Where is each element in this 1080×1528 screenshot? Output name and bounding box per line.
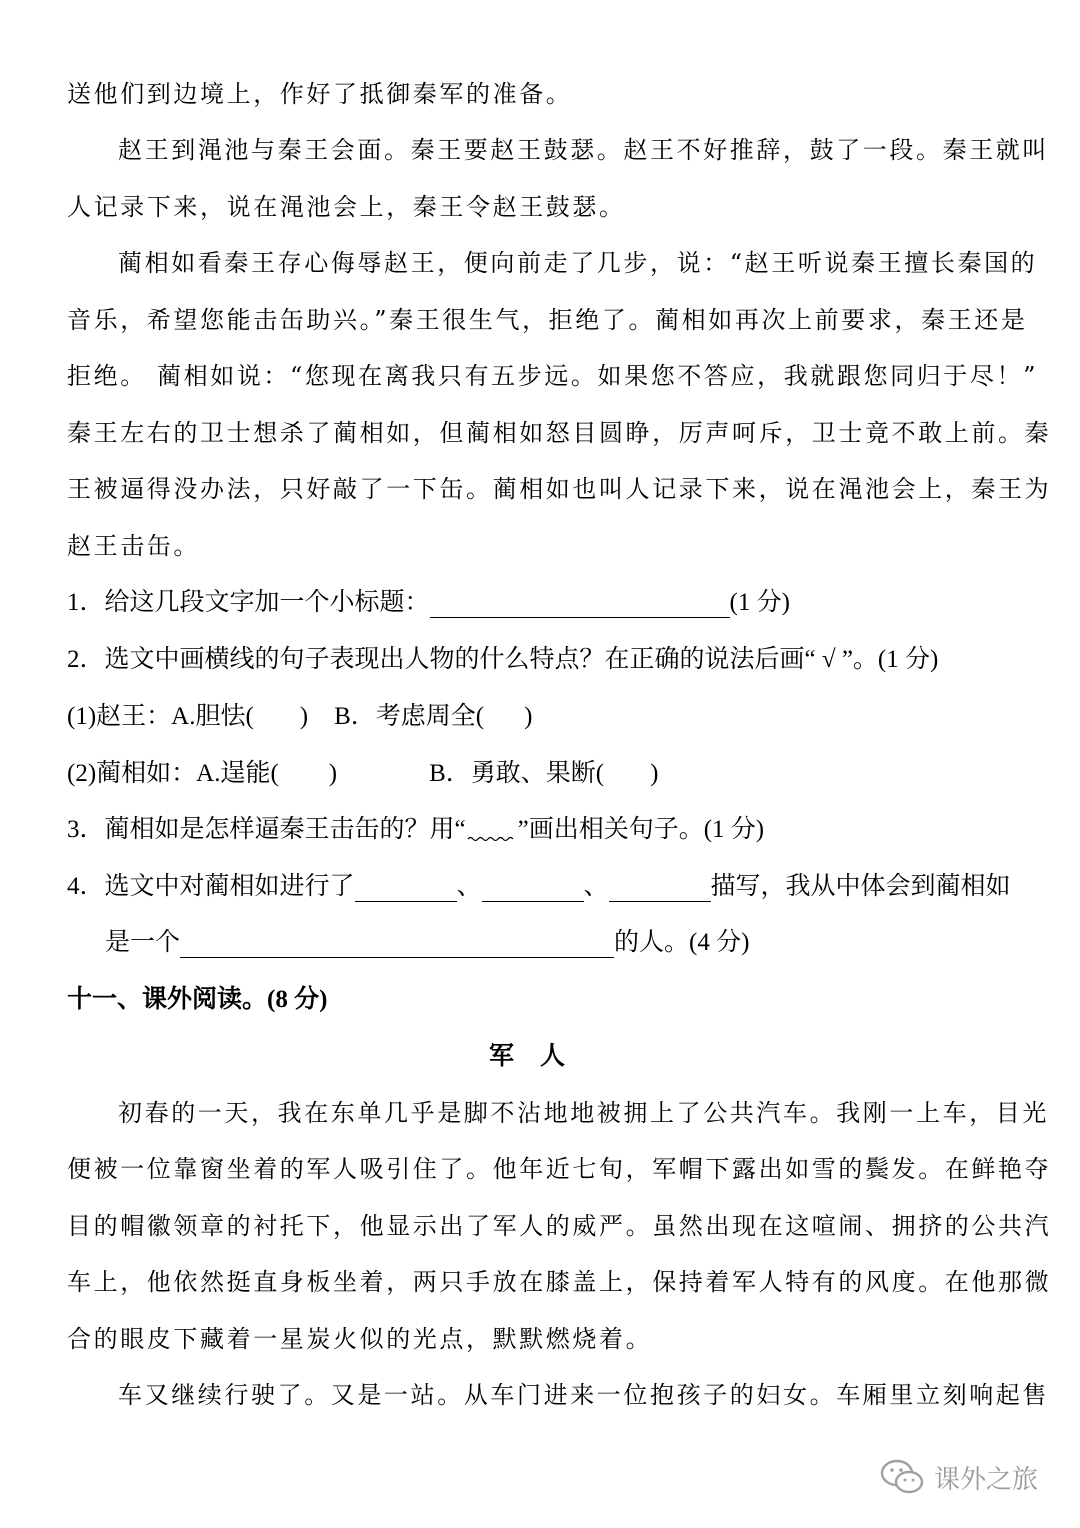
question-2-2-close-b: ) bbox=[650, 760, 659, 787]
passage-line-6: 拒绝。 蔺相如说：“您现在离我只有五步远。如果您不答应，我就跟您同归于尽！” bbox=[67, 362, 1038, 390]
passage-line-2: 赵王到渑池与秦王会面。秦王要赵王鼓瑟。赵王不好推辞，鼓了一段。秦王就叫 bbox=[118, 136, 1049, 164]
question-4-text-after: 描写，我从中体会到蔺相如 bbox=[710, 873, 1011, 900]
article-title bbox=[0, 1028, 1080, 1084]
question-1-text: 1．给这几段文字加一个小标题： bbox=[67, 589, 430, 616]
wechat-icon bbox=[880, 1457, 926, 1497]
question-1 bbox=[0, 575, 1080, 631]
article-title-char-1: 军 bbox=[488, 1041, 540, 1070]
question-4-blank-2[interactable] bbox=[482, 869, 584, 902]
question-4b-text-before: 是一个 bbox=[105, 929, 181, 956]
question-2-1-option-b: B．考虑周全( bbox=[334, 703, 485, 730]
wavy-underline-icon bbox=[466, 821, 518, 843]
question-2-1 bbox=[0, 689, 1080, 745]
question-2-2 bbox=[0, 746, 1080, 802]
question-2-2-label: (2)蔺相如：A.逞能( bbox=[67, 760, 279, 787]
question-4-sep-2: 、 bbox=[583, 873, 609, 900]
question-4-blank-1[interactable] bbox=[355, 869, 457, 902]
article-line-4: 车上，他依然挺直身板坐着，两只手放在膝盖上，保持着军人特有的风度。在他那微 bbox=[67, 1268, 1052, 1296]
question-4-blank-3[interactable] bbox=[609, 869, 711, 902]
question-2-1-close-b: ) bbox=[524, 703, 533, 730]
article-line-2: 便被一位靠窗坐着的军人吸引住了。他年近七旬，军帽下露出如雪的鬓发。在鲜艳夺 bbox=[67, 1155, 1052, 1183]
passage-line-9: 赵王击缶。 bbox=[67, 532, 200, 560]
article-line-6: 车又继续行驶了。又是一站。从车门进来一位抱孩子的妇女。车厢里立刻响起售 bbox=[118, 1381, 1049, 1409]
question-2-2-option-b: B．勇敢、果断( bbox=[429, 760, 605, 787]
question-2: 2．选文中画横线的句子表现出人物的什么特点？在正确的说法后画“ √ ”。(1 分) bbox=[67, 646, 939, 673]
passage-line-5: 音乐，希望您能击缶助兴。”秦王很生气，拒绝了。蔺相如再次上前要求，秦王还是 bbox=[67, 306, 1028, 334]
passage-line-3: 人记录下来，说在渑池会上，秦王令赵王鼓瑟。 bbox=[67, 193, 626, 221]
passage-line-1: 送他们到边境上，作好了抵御秦军的准备。 bbox=[67, 80, 573, 108]
question-1-score: (1 分) bbox=[729, 589, 790, 616]
article-title-char-2: 人 bbox=[540, 1041, 592, 1070]
question-4b-text-after: 的人。(4 分) bbox=[614, 929, 750, 956]
section-heading: 十一、课外阅读。(8 分) bbox=[67, 986, 328, 1013]
article-line-1: 初春的一天，我在东单几乎是脚不沾地地被拥上了公共汽车。我刚一上车，目光 bbox=[118, 1099, 1049, 1127]
question-1-answer-blank[interactable] bbox=[430, 585, 730, 618]
watermark bbox=[880, 1452, 1038, 1502]
passage-line-8: 王被逼得没办法，只好敲了一下缶。蔺相如也叫人记录下来，说在渑池会上，秦王为 bbox=[67, 475, 1052, 503]
question-2-2-close-a: ) bbox=[328, 760, 338, 787]
question-4 bbox=[0, 859, 1080, 915]
watermark-text: 课外之旅 bbox=[934, 1464, 1039, 1495]
question-4-continued bbox=[0, 915, 1080, 971]
question-4-blank-4[interactable] bbox=[180, 925, 614, 958]
article-line-5: 合的眼皮下藏着一星炭火似的光点，默默燃烧着。 bbox=[67, 1325, 653, 1353]
question-3 bbox=[0, 802, 1080, 858]
passage-line-4: 蔺相如看秦王存心侮辱赵王，便向前走了几步，说：“赵王听说秦王擅长秦国的 bbox=[118, 249, 1038, 277]
question-3-text-before: 3．蔺相如是怎样逼秦王击缶的？用“ bbox=[67, 816, 466, 843]
question-4-text-before: 4．选文中对蔺相如进行了 bbox=[67, 873, 355, 900]
question-2-1-close-a: ) bbox=[299, 703, 309, 730]
passage-line-7: 秦王左右的卫士想杀了蔺相如，但蔺相如怒目圆睁，厉声呵斥，卫士竟不敢上前。秦 bbox=[67, 419, 1052, 447]
article-line-3: 目的帽徽领章的衬托下，他显示出了军人的威严。虽然出现在这喧闹、拥挤的公共汽 bbox=[67, 1212, 1052, 1240]
question-2-1-label: (1)赵王：A.胆怯( bbox=[67, 703, 254, 730]
question-3-text-after: ”画出相关句子。(1 分) bbox=[517, 816, 765, 843]
question-4-sep-1: 、 bbox=[456, 873, 482, 900]
